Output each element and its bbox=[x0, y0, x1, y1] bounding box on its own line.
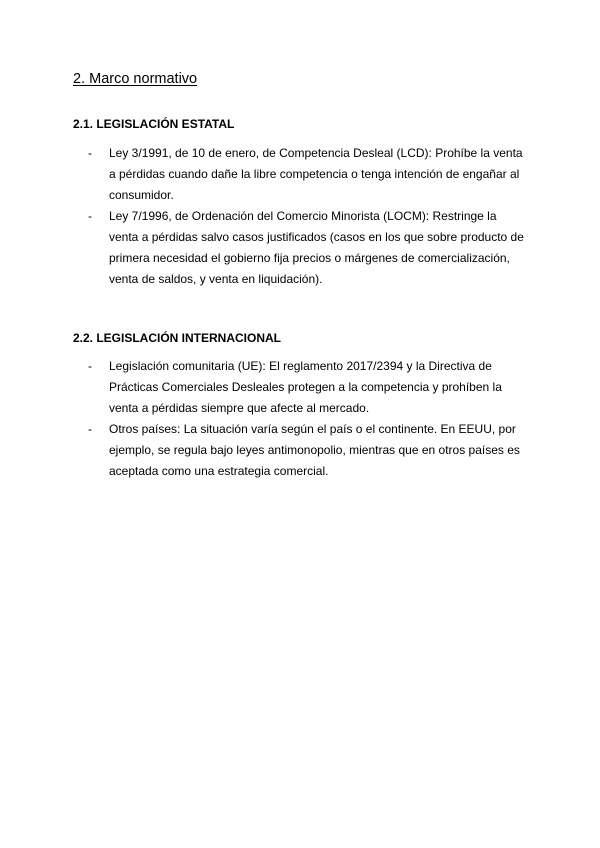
item-line: Prácticas Comerciales Desleales protegen a la competencia y prohíben la bbox=[109, 380, 502, 394]
item-line: venta de saldos, y venta en liquidación). bbox=[109, 272, 323, 286]
section-title-estatal: 2.1. LEGISLACIÓN ESTATAL bbox=[73, 117, 235, 131]
item-line: Legislación comunitaria (UE): El reglamento 2017/2394 y la Directiva de bbox=[109, 359, 492, 373]
bullet-dash: - bbox=[88, 359, 92, 373]
item-line: Otros países: La situación varía según el país o el continente. En EEUU, por bbox=[109, 422, 516, 436]
item-line: consumidor. bbox=[109, 188, 174, 202]
item-line: a pérdidas cuando dañe la libre competencia o tenga intención de engañar al bbox=[109, 167, 520, 181]
item-line: Ley 3/1991, de 10 de enero, de Competencia Desleal (LCD): Prohíbe la venta bbox=[109, 146, 523, 160]
item-line: venta a pérdidas salvo casos justificados (casos en los que sobre producto de bbox=[109, 230, 524, 244]
list-item bbox=[88, 419, 538, 482]
item-line: venta a pérdidas siempre que afecte al mercado. bbox=[109, 401, 370, 415]
item-line: aceptada como una estrategia comercial. bbox=[109, 464, 329, 478]
list-internacional bbox=[88, 356, 538, 482]
bullet-dash: - bbox=[88, 209, 92, 223]
bullet-dash: - bbox=[88, 422, 92, 436]
item-line: Ley 7/1996, de Ordenación del Comercio Minorista (LOCM): Restringe la bbox=[109, 209, 497, 223]
list-item bbox=[88, 206, 538, 290]
page-heading: 2. Marco normativo bbox=[73, 71, 198, 87]
list-item bbox=[88, 143, 538, 206]
item-line: ejemplo, se regula bajo leyes antimonopolio, mientras que en otros países es bbox=[109, 443, 520, 457]
list-estatal bbox=[88, 143, 538, 290]
bullet-dash: - bbox=[88, 146, 92, 160]
list-item bbox=[88, 356, 538, 419]
section-title-internacional: 2.2. LEGISLACIÓN INTERNACIONAL bbox=[73, 331, 282, 345]
item-line: primera necesidad el gobierno fija precios o márgenes de comercialización, bbox=[109, 251, 510, 265]
